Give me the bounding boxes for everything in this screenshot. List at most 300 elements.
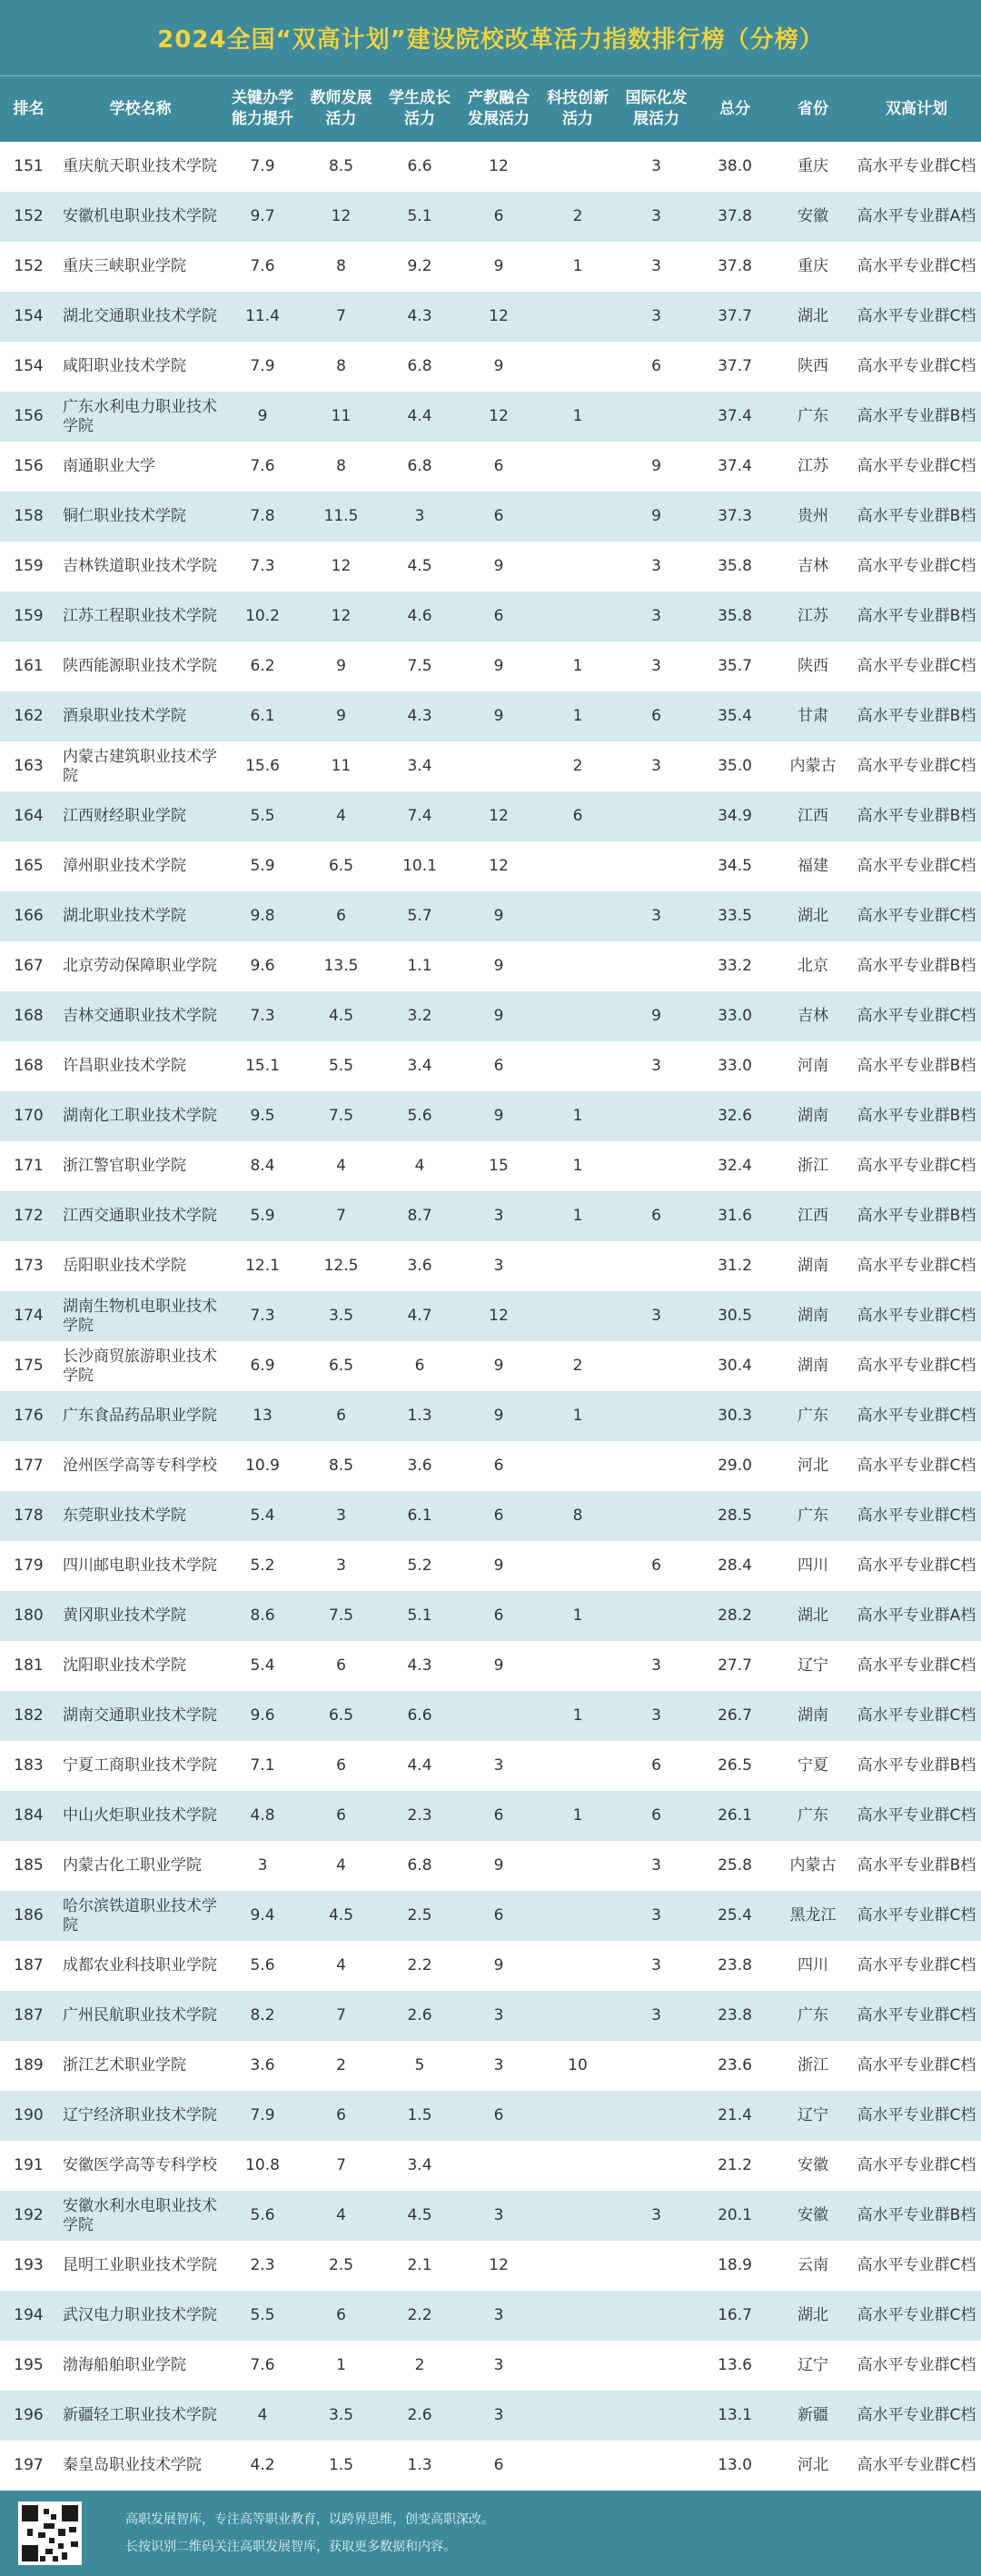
table-cell: 6 bbox=[336, 2306, 346, 2324]
table-cell: 湖北 bbox=[798, 907, 828, 925]
table-cell: 23.8 bbox=[718, 1956, 752, 1974]
table-row bbox=[0, 442, 981, 492]
table-cell: 12 bbox=[489, 807, 509, 825]
table-cell: 1 bbox=[572, 1157, 583, 1175]
table-cell: 8.4 bbox=[250, 1157, 275, 1175]
table-cell: 高水平专业群C档 bbox=[857, 757, 976, 775]
col-industry: 产教融合发展活力 bbox=[468, 89, 530, 128]
table-cell: 31.2 bbox=[718, 1257, 752, 1275]
table-cell: 1.5 bbox=[328, 2456, 354, 2474]
table-cell: 152 bbox=[14, 207, 44, 225]
table-cell: 河北 bbox=[798, 1457, 828, 1475]
table-cell: 河北 bbox=[798, 2456, 828, 2474]
table-cell: 3 bbox=[493, 2006, 504, 2024]
table-cell: 21.4 bbox=[718, 2106, 752, 2124]
table-cell: 5.1 bbox=[407, 207, 432, 225]
table-cell: 3 bbox=[651, 907, 661, 925]
table-cell: 3 bbox=[651, 2006, 661, 2024]
table-cell bbox=[617, 1341, 696, 1391]
table-cell: 5.6 bbox=[407, 1107, 432, 1125]
table-cell: 6.6 bbox=[407, 1706, 432, 1725]
table-cell: 高水平专业群B档 bbox=[857, 407, 976, 425]
table-cell: 6 bbox=[572, 807, 583, 825]
table-cell: 13 bbox=[253, 1407, 272, 1425]
footer-line2: 长按识别二维码关注高职发展智库，获取更多数据和内容。 bbox=[125, 2540, 456, 2554]
table-cell: 174 bbox=[14, 1307, 44, 1325]
table-row bbox=[0, 841, 981, 891]
table-cell: 151 bbox=[14, 157, 44, 175]
table-cell: 34.5 bbox=[718, 857, 752, 875]
table-cell: 安徽医学高等专科学校 bbox=[63, 2156, 217, 2174]
table-cell: 高水平专业群C档 bbox=[857, 557, 976, 575]
table-cell: 32.4 bbox=[718, 1157, 752, 1175]
table-cell bbox=[539, 342, 617, 392]
table-cell: 3 bbox=[651, 557, 661, 575]
table-cell: 新疆 bbox=[798, 2406, 828, 2424]
table-cell: 170 bbox=[14, 1107, 44, 1125]
table-cell bbox=[617, 2141, 696, 2191]
table-cell: 内蒙古建筑职业技术学院 bbox=[63, 747, 217, 785]
table-cell bbox=[617, 1091, 696, 1141]
table-cell: 高水平专业群C档 bbox=[857, 2306, 976, 2324]
table-row bbox=[0, 791, 981, 841]
table-cell: 吉林交通职业技术学院 bbox=[63, 1007, 217, 1025]
table-cell bbox=[617, 2391, 696, 2441]
table-cell: 浙江 bbox=[798, 1157, 828, 1175]
table-cell: 13.5 bbox=[323, 957, 359, 975]
title-banner bbox=[0, 0, 981, 75]
table-cell: 6.6 bbox=[407, 157, 432, 175]
table-cell: 高水平专业群C档 bbox=[857, 907, 976, 925]
table-cell: 高水平专业群C档 bbox=[857, 1806, 976, 1825]
table-cell: 4.8 bbox=[250, 1806, 275, 1825]
table-cell: 陕西 bbox=[798, 357, 828, 375]
table-cell bbox=[617, 2041, 696, 2091]
table-cell: 5.9 bbox=[250, 1207, 275, 1225]
table-cell: 2 bbox=[336, 2056, 346, 2074]
table-cell: 3 bbox=[651, 1956, 661, 1974]
table-cell: 6.5 bbox=[328, 1357, 354, 1375]
table-cell: 高水平专业群A档 bbox=[857, 1606, 976, 1625]
table-cell: 9 bbox=[493, 1107, 504, 1125]
table-cell: 吉林 bbox=[798, 557, 828, 575]
table-cell: 河南 bbox=[798, 1057, 828, 1075]
table-cell bbox=[539, 2191, 617, 2241]
table-cell: 3 bbox=[493, 2056, 504, 2074]
table-cell: 湖南 bbox=[798, 1706, 828, 1725]
table-cell: 广东水利电力职业技术学院 bbox=[63, 397, 217, 435]
table-cell: 贵州 bbox=[798, 507, 828, 525]
table-cell: 3 bbox=[651, 2206, 661, 2224]
table-cell: 6 bbox=[651, 357, 661, 375]
table-cell: 高水平专业群C档 bbox=[857, 257, 976, 275]
table-cell bbox=[617, 1491, 696, 1541]
table-cell: 195 bbox=[14, 2356, 44, 2374]
table-row bbox=[0, 2241, 981, 2291]
table-cell: 6.1 bbox=[250, 707, 275, 725]
table-cell: 湖南 bbox=[798, 1307, 828, 1325]
table-cell: 6 bbox=[493, 2456, 504, 2474]
table-cell: 37.4 bbox=[718, 407, 752, 425]
table-cell: 3 bbox=[493, 2406, 504, 2424]
table-cell: 广东 bbox=[798, 2006, 828, 2024]
table-cell: 9 bbox=[493, 1656, 504, 1675]
table-cell: 12 bbox=[489, 2256, 509, 2274]
table-cell: 江苏 bbox=[798, 457, 828, 475]
table-cell: 浙江艺术职业学院 bbox=[63, 2056, 186, 2074]
table-cell bbox=[617, 1241, 696, 1291]
table-cell: 8.5 bbox=[328, 157, 354, 175]
table-cell bbox=[617, 841, 696, 891]
table-cell: 广东 bbox=[798, 407, 828, 425]
table-cell: 3 bbox=[493, 1257, 504, 1275]
table-cell: 3.6 bbox=[250, 2056, 275, 2074]
table-cell: 37.4 bbox=[718, 457, 752, 475]
table-cell: 34.9 bbox=[718, 807, 752, 825]
table-cell: 9.2 bbox=[407, 257, 432, 275]
table-cell: 6 bbox=[336, 907, 346, 925]
table-cell bbox=[459, 1691, 539, 1741]
table-cell bbox=[617, 2441, 696, 2491]
table-cell: 高水平专业群C档 bbox=[857, 157, 976, 175]
table-cell: 江西 bbox=[798, 1207, 828, 1225]
table-cell: 9 bbox=[336, 657, 346, 675]
table-cell: 23.6 bbox=[718, 2056, 752, 2074]
table-cell: 3.4 bbox=[407, 757, 432, 775]
table-cell: 辽宁经济职业技术学院 bbox=[63, 2106, 217, 2124]
table-cell: 3 bbox=[336, 1507, 346, 1525]
table-cell: 6.1 bbox=[407, 1507, 432, 1525]
table-cell bbox=[539, 2291, 617, 2341]
table-cell: 4.3 bbox=[407, 307, 432, 325]
table-cell: 9.5 bbox=[250, 1107, 275, 1125]
table-cell: 5.2 bbox=[250, 1557, 275, 1575]
table-row bbox=[0, 1491, 981, 1541]
table-cell: 7.6 bbox=[250, 257, 275, 275]
table-row bbox=[0, 292, 981, 342]
table-cell: 6 bbox=[493, 1507, 504, 1525]
table-row bbox=[0, 1691, 981, 1741]
table-cell: 180 bbox=[14, 1606, 44, 1625]
table-cell: 安徽 bbox=[798, 2156, 828, 2174]
table-cell: 重庆 bbox=[798, 257, 828, 275]
table-cell bbox=[539, 1891, 617, 1941]
table-cell: 4.5 bbox=[407, 2206, 432, 2224]
table-cell: 25.4 bbox=[718, 1906, 752, 1925]
table-cell: 湖北 bbox=[798, 307, 828, 325]
table-cell: 6 bbox=[651, 1557, 661, 1575]
table-cell: 9.6 bbox=[250, 1706, 275, 1725]
table-cell: 37.7 bbox=[718, 357, 752, 375]
table-cell: 7.9 bbox=[250, 2106, 275, 2124]
table-cell: 3.6 bbox=[407, 1457, 432, 1475]
table-cell: 新疆轻工职业技术学院 bbox=[63, 2406, 217, 2424]
table-row bbox=[0, 1841, 981, 1891]
table-cell: 高水平专业群C档 bbox=[857, 2356, 976, 2374]
table-cell: 湖北 bbox=[798, 2306, 828, 2324]
footer-text bbox=[125, 2506, 494, 2561]
table-cell: 高水平专业群C档 bbox=[857, 1407, 976, 1425]
table-cell bbox=[539, 2341, 617, 2391]
table-cell: 26.1 bbox=[718, 1806, 752, 1825]
table-cell: 190 bbox=[14, 2106, 44, 2124]
table-cell: 2.3 bbox=[407, 1806, 432, 1825]
table-cell: 高水平专业群C档 bbox=[857, 2456, 976, 2474]
table-cell: 3.5 bbox=[328, 1307, 354, 1325]
table-cell: 12 bbox=[489, 157, 509, 175]
table-cell bbox=[539, 2441, 617, 2491]
table-cell: 长沙商贸旅游职业技术学院 bbox=[63, 1347, 217, 1385]
table-cell bbox=[539, 1041, 617, 1091]
table-cell: 成都农业科技职业学院 bbox=[63, 1956, 217, 1974]
table-cell: 5 bbox=[414, 2056, 425, 2074]
table-cell: 5.4 bbox=[250, 1656, 275, 1675]
table-cell: 高水平专业群B档 bbox=[857, 1756, 976, 1775]
table-cell: 1.3 bbox=[407, 1407, 432, 1425]
table-cell bbox=[617, 2091, 696, 2141]
table-cell: 广东 bbox=[798, 1806, 828, 1825]
table-row bbox=[0, 2441, 981, 2491]
table-cell: 9 bbox=[493, 1956, 504, 1974]
table-cell: 2 bbox=[414, 2356, 425, 2374]
table-cell: 高水平专业群B档 bbox=[857, 507, 976, 525]
table-cell bbox=[539, 1541, 617, 1591]
table-cell: 6.5 bbox=[328, 857, 354, 875]
table-cell: 183 bbox=[14, 1756, 44, 1775]
table-cell: 高水平专业群C档 bbox=[857, 2006, 976, 2024]
table-row bbox=[0, 1891, 981, 1941]
table-cell: 197 bbox=[14, 2456, 44, 2474]
table-cell bbox=[539, 292, 617, 342]
table-cell: 安徽 bbox=[798, 2206, 828, 2224]
table-row bbox=[0, 1391, 981, 1441]
table-cell: 186 bbox=[14, 1906, 44, 1925]
table-cell: 高水平专业群B档 bbox=[857, 707, 976, 725]
table-cell: 重庆 bbox=[798, 157, 828, 175]
table-cell: 湖北交通职业技术学院 bbox=[63, 307, 217, 325]
table-cell: 3 bbox=[493, 2356, 504, 2374]
table-cell: 18.9 bbox=[718, 2256, 752, 2274]
table-row bbox=[0, 2041, 981, 2091]
table-row bbox=[0, 1241, 981, 1291]
table-cell: 168 bbox=[14, 1007, 44, 1025]
table-cell: 辽宁 bbox=[798, 2356, 828, 2374]
col-rank: 排名 bbox=[13, 99, 45, 118]
table-cell: 29.0 bbox=[718, 1457, 752, 1475]
table-cell: 7 bbox=[336, 307, 346, 325]
table-cell: 4 bbox=[336, 1856, 346, 1875]
table-cell bbox=[539, 991, 617, 1041]
table-cell: 35.8 bbox=[718, 607, 752, 625]
table-cell: 湖北 bbox=[798, 1606, 828, 1625]
col-key-ability: 关键办学能力提升 bbox=[232, 89, 293, 128]
table-cell bbox=[617, 791, 696, 841]
table-cell bbox=[539, 442, 617, 492]
table-cell: 152 bbox=[14, 257, 44, 275]
table-cell: 156 bbox=[14, 407, 44, 425]
table-cell: 5.5 bbox=[250, 2306, 275, 2324]
table-cell: 28.2 bbox=[718, 1606, 752, 1625]
footer-line1: 高职发展智库，专注高等职业教育，以跨界思维，创变高职深改。 bbox=[125, 2512, 494, 2527]
table-cell: 3.4 bbox=[407, 1057, 432, 1075]
table-cell: 9 bbox=[257, 407, 268, 425]
table-cell: 高水平专业群B档 bbox=[857, 957, 976, 975]
table-cell: 7.5 bbox=[328, 1107, 354, 1125]
table-row bbox=[0, 891, 981, 941]
table-cell: 3 bbox=[651, 1057, 661, 1075]
table-cell: 浙江警官职业学院 bbox=[63, 1157, 186, 1175]
table-cell: 30.5 bbox=[718, 1307, 752, 1325]
table-row bbox=[0, 592, 981, 642]
table-cell: 3 bbox=[493, 1207, 504, 1225]
table-cell bbox=[617, 1441, 696, 1491]
table-cell: 176 bbox=[14, 1407, 44, 1425]
table-cell: 1 bbox=[336, 2356, 346, 2374]
table-cell: 31.6 bbox=[718, 1207, 752, 1225]
table-cell: 8 bbox=[336, 457, 346, 475]
table-cell: 四川 bbox=[798, 1956, 828, 1974]
table-cell: 164 bbox=[14, 807, 44, 825]
table-cell: 7.6 bbox=[250, 457, 275, 475]
table-cell: 4 bbox=[336, 1157, 346, 1175]
table-cell: 12 bbox=[489, 857, 509, 875]
table-cell: 高水平专业群B档 bbox=[857, 1207, 976, 1225]
table-row bbox=[0, 2141, 981, 2191]
table-cell: 1 bbox=[572, 1107, 583, 1125]
table-cell: 高水平专业群A档 bbox=[857, 207, 976, 225]
table-cell: 1 bbox=[572, 1207, 583, 1225]
table-cell: 7 bbox=[336, 2156, 346, 2174]
table-row bbox=[0, 542, 981, 592]
table-cell: 10.8 bbox=[245, 2156, 280, 2174]
table-cell: 9.8 bbox=[250, 907, 275, 925]
table-cell: 重庆航天职业技术学院 bbox=[63, 157, 217, 175]
table-cell: 湖南 bbox=[798, 1257, 828, 1275]
table-cell bbox=[539, 1241, 617, 1291]
table-row bbox=[0, 2391, 981, 2441]
table-cell: 9 bbox=[493, 707, 504, 725]
footer bbox=[0, 2491, 981, 2576]
table-cell: 6 bbox=[336, 1407, 346, 1425]
table-cell: 4.6 bbox=[407, 607, 432, 625]
table-cell: 9 bbox=[493, 1357, 504, 1375]
table-cell: 166 bbox=[14, 907, 44, 925]
table-cell: 许昌职业技术学院 bbox=[63, 1057, 186, 1075]
table-cell: 3 bbox=[651, 307, 661, 325]
table-cell: 高水平专业群C档 bbox=[857, 1656, 976, 1675]
table-cell: 黑龙江 bbox=[789, 1906, 837, 1925]
table-cell: 9 bbox=[493, 1557, 504, 1575]
table-cell: 6 bbox=[651, 1207, 661, 1225]
table-cell: 高水平专业群C档 bbox=[857, 1307, 976, 1325]
table-cell: 重庆三峡职业学院 bbox=[63, 257, 186, 275]
table-cell: 1 bbox=[572, 407, 583, 425]
table-cell: 16.7 bbox=[718, 2306, 752, 2324]
table-cell: 高水平专业群C档 bbox=[857, 1557, 976, 1575]
table-cell: 秦皇岛职业技术学院 bbox=[63, 2456, 202, 2474]
table-cell: 3.2 bbox=[407, 1007, 432, 1025]
table-cell: 3 bbox=[493, 2206, 504, 2224]
table-cell: 35.8 bbox=[718, 557, 752, 575]
table-cell bbox=[539, 2391, 617, 2441]
table-cell: 6 bbox=[651, 1756, 661, 1775]
table-cell: 北京劳动保障职业学院 bbox=[63, 957, 217, 975]
table-cell: 内蒙古 bbox=[789, 1856, 837, 1875]
table-cell: 1 bbox=[572, 1706, 583, 1725]
table-cell: 高水平专业群C档 bbox=[857, 2106, 976, 2124]
table-cell: 6 bbox=[493, 607, 504, 625]
table-cell bbox=[617, 941, 696, 991]
table-cell: 9.7 bbox=[250, 207, 275, 225]
table-cell: 9 bbox=[493, 1007, 504, 1025]
table-row bbox=[0, 1441, 981, 1491]
table-cell: 9 bbox=[651, 457, 661, 475]
table-cell: 安徽水利水电职业技术学院 bbox=[63, 2196, 217, 2234]
table-row bbox=[0, 492, 981, 542]
qr-code-icon bbox=[18, 2501, 82, 2565]
table-cell: 187 bbox=[14, 1956, 44, 1974]
table-cell: 33.2 bbox=[718, 957, 752, 975]
table-cell: 8 bbox=[572, 1507, 583, 1525]
table-cell: 8.7 bbox=[407, 1207, 432, 1225]
table-cell: 10 bbox=[568, 2056, 588, 2074]
table-cell bbox=[617, 2241, 696, 2291]
table-cell: 7.6 bbox=[250, 2356, 275, 2374]
table-cell bbox=[539, 542, 617, 592]
table-cell: 酒泉职业技术学院 bbox=[63, 707, 186, 725]
table-cell: 177 bbox=[14, 1457, 44, 1475]
table-cell: 10.9 bbox=[245, 1457, 280, 1475]
table-cell bbox=[539, 1741, 617, 1791]
table-cell: 4.5 bbox=[328, 1906, 354, 1925]
table-cell bbox=[539, 1941, 617, 1991]
table-cell: 6.8 bbox=[407, 1856, 432, 1875]
table-cell: 162 bbox=[14, 707, 44, 725]
table-row bbox=[0, 1341, 981, 1391]
table-cell: 175 bbox=[14, 1357, 44, 1375]
table-cell: 安徽 bbox=[798, 207, 828, 225]
table-cell: 湖南交通职业技术学院 bbox=[63, 1706, 217, 1725]
table-cell: 高水平专业群B档 bbox=[857, 1107, 976, 1125]
table-cell: 4.5 bbox=[407, 557, 432, 575]
table-cell: 9 bbox=[493, 657, 504, 675]
table-cell: 5.5 bbox=[328, 1057, 354, 1075]
table-cell: 156 bbox=[14, 457, 44, 475]
table-row bbox=[0, 1191, 981, 1241]
table-cell: 9 bbox=[651, 507, 661, 525]
table-cell: 1.5 bbox=[407, 2106, 432, 2124]
table-cell: 甘肃 bbox=[798, 707, 828, 725]
table-cell bbox=[539, 841, 617, 891]
table-cell: 高水平专业群C档 bbox=[857, 357, 976, 375]
table-cell bbox=[617, 392, 696, 442]
table-cell: 湖南化工职业技术学院 bbox=[63, 1107, 217, 1125]
table-cell: 13.0 bbox=[718, 2456, 752, 2474]
table-cell: 6 bbox=[493, 1606, 504, 1625]
table-cell: 3 bbox=[651, 657, 661, 675]
col-teacher: 教师发展活力 bbox=[310, 89, 372, 128]
table-cell: 9.4 bbox=[250, 1906, 275, 1925]
table-cell: 15.1 bbox=[245, 1057, 280, 1075]
table-cell bbox=[539, 592, 617, 642]
table-cell: 3 bbox=[651, 207, 661, 225]
table-row bbox=[0, 1591, 981, 1641]
table-cell: 35.4 bbox=[718, 707, 752, 725]
table-cell: 10.2 bbox=[245, 607, 280, 625]
table-cell: 岳阳职业技术学院 bbox=[63, 1257, 186, 1275]
table-cell: 6.8 bbox=[407, 357, 432, 375]
table-cell: 172 bbox=[14, 1207, 44, 1225]
